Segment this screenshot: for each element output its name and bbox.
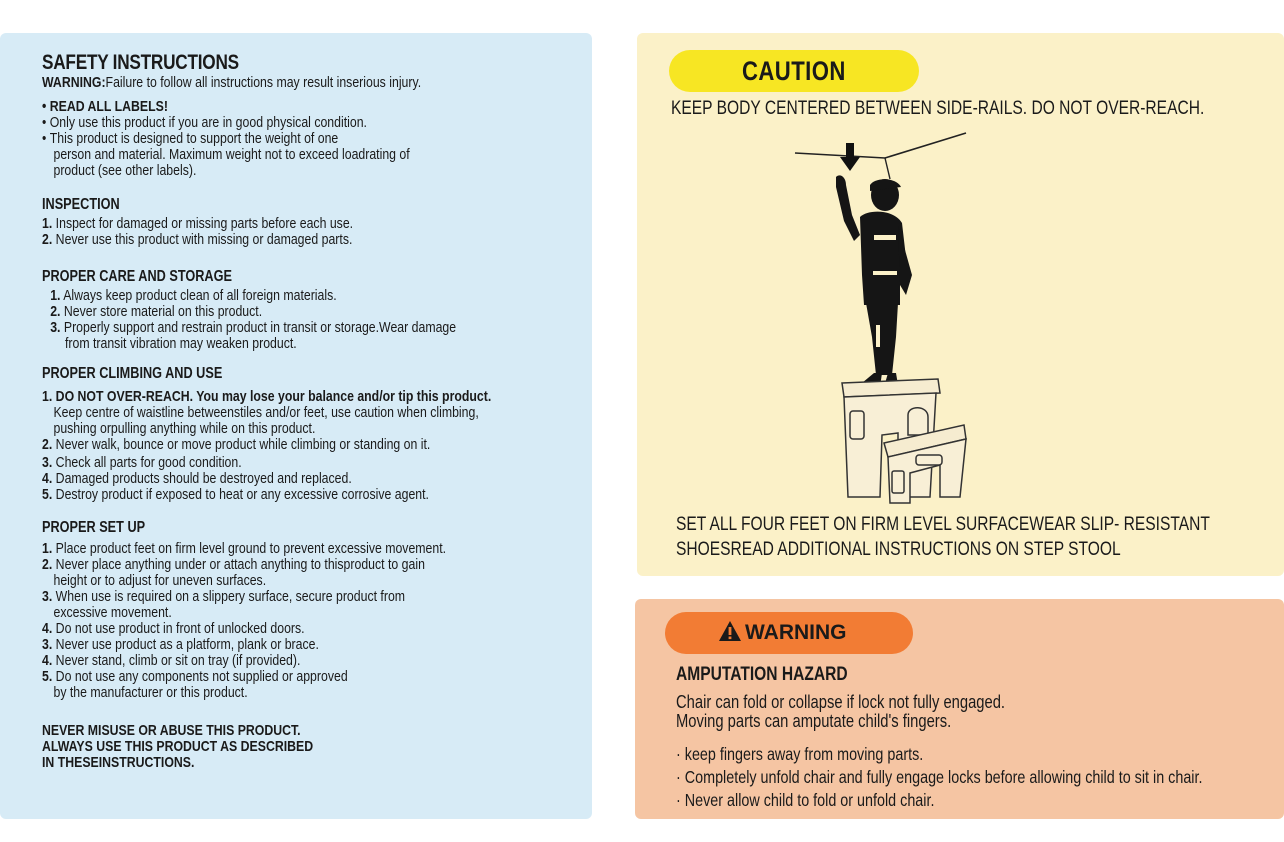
warning-bullet: · Never allow child to fold or unfold chair. — [676, 790, 935, 810]
setup-line: excessive movement. — [53, 604, 172, 621]
climbing-item: 2. Never walk, bounce or move product while climbing or standing on it. — [42, 436, 431, 453]
setup-line: 4. Never stand, climb or sit on tray (if provided). — [42, 652, 301, 669]
care-item: 1. Always keep product clean of all foreign materials. — [50, 287, 337, 304]
warning-label: WARNING — [745, 621, 847, 644]
setup-line: 3. Never use product as a platform, plank or brace. — [42, 636, 319, 653]
climbing-item: 4. Damaged products should be destroyed and replaced. — [42, 470, 352, 487]
care-item-cont: from transit vibration may weaken product. — [64, 335, 297, 352]
caution-bottom-line: SET ALL FOUR FEET ON FIRM LEVEL SURFACEWEAR SLIP- RESISTANT — [676, 514, 1210, 535]
climbing-heading: PROPER CLIMBING AND USE — [42, 365, 223, 382]
setup-line: by the manufacturer or this product. — [53, 684, 248, 701]
setup-list — [42, 541, 491, 701]
down-arrow-icon — [840, 143, 860, 171]
setup-line: 4. Do not use product in front of unlocked doors. — [42, 620, 305, 637]
setup-heading: PROPER SET UP — [42, 519, 146, 536]
safety-title: SAFETY INSTRUCTIONS — [42, 51, 239, 74]
bullet-designed: • This product is designed to support the weight of one — [42, 130, 339, 147]
climbing-item: 3. Check all parts for good condition. — [42, 454, 242, 471]
climbing-item-cont1: Keep centre of waistline betweenstiles and/or feet, use caution when climbing, — [53, 404, 479, 421]
warning-line — [42, 75, 491, 91]
setup-line: 2. Never place anything under or attach anything to thisproduct to gain — [42, 556, 425, 573]
setup-line: 1. Place product feet on firm level ground to prevent excessive movement. — [42, 540, 447, 557]
care-item: 3. Properly support and restrain product in transit or storage.Wear damage — [50, 319, 457, 336]
caution-text-wrap — [671, 98, 1284, 120]
warning-body — [676, 664, 1284, 812]
warning-badge — [665, 612, 913, 654]
care-heading: PROPER CARE AND STORAGE — [42, 268, 232, 285]
inspection-item: 2. Never use this product with missing or damaged parts. — [42, 231, 353, 248]
bullet-read-labels: • READ ALL LABELS! — [42, 98, 168, 115]
setup-line: 3. When use is required on a slippery surface, secure product from — [42, 588, 406, 605]
caution-text: KEEP BODY CENTERED BETWEEN SIDE-RAILS. DO NOT OVER-REACH. — [671, 98, 1205, 119]
caution-label: CAUTION — [742, 56, 846, 86]
care-item: 2. Never store material on this product. — [50, 303, 263, 320]
warning-desc-line: Moving parts can amputate child's fingers. — [676, 711, 952, 731]
caution-bottom-wrap — [676, 514, 1284, 561]
warning-label: WARNING: — [42, 74, 106, 91]
warning-text: Failure to follow all instructions may result inserious injury. — [105, 74, 422, 91]
warning-bullet: · keep fingers away from moving parts. — [676, 744, 924, 764]
bullet-designed-cont1: person and material. Maximum weight not to exceed loadrating of — [53, 146, 410, 163]
bullet-condition: • Only use this product if you are in good physical condition. — [42, 114, 367, 131]
final-warning-line: NEVER MISUSE OR ABUSE THIS PRODUCT. — [42, 722, 301, 739]
final-warning-line: IN THESEINSTRUCTIONS. — [42, 754, 195, 771]
caution-badge — [669, 50, 919, 92]
final-warning-line: ALWAYS USE THIS PRODUCT AS DESCRIBED — [42, 738, 314, 755]
warning-triangle-icon — [718, 620, 742, 642]
climbing-item-cont2: pushing orpulling anything while on this product. — [53, 420, 316, 437]
inspection-item: 1. Inspect for damaged or missing parts before each use. — [42, 215, 354, 232]
warning-desc-line: Chair can fold or collapse if lock not fully engaged. — [676, 692, 1006, 712]
warning-bullet: · Completely unfold chair and fully engage locks before allowing child to sit in chair. — [676, 767, 1203, 787]
amputation-hazard-heading: AMPUTATION HAZARD — [676, 664, 848, 685]
setup-line: height or to adjust for uneven surfaces. — [53, 572, 267, 589]
inspection-heading: INSPECTION — [42, 196, 120, 213]
caution-bottom-line: SHOESREAD ADDITIONAL INSTRUCTIONS ON STEP STOOL — [676, 539, 1121, 560]
bullet-designed-cont2: product (see other labels). — [53, 162, 197, 179]
climbing-item-overreach: 1. DO NOT OVER-REACH. You may lose your balance and/or tip this product. — [42, 388, 492, 405]
setup-line: 5. Do not use any components not supplied or approved — [42, 668, 348, 685]
climbing-person-illustration — [780, 125, 980, 515]
safety-instructions-panel — [0, 33, 592, 819]
climbing-item: 5. Destroy product if exposed to heat or any excessive corrosive agent. — [42, 486, 429, 503]
